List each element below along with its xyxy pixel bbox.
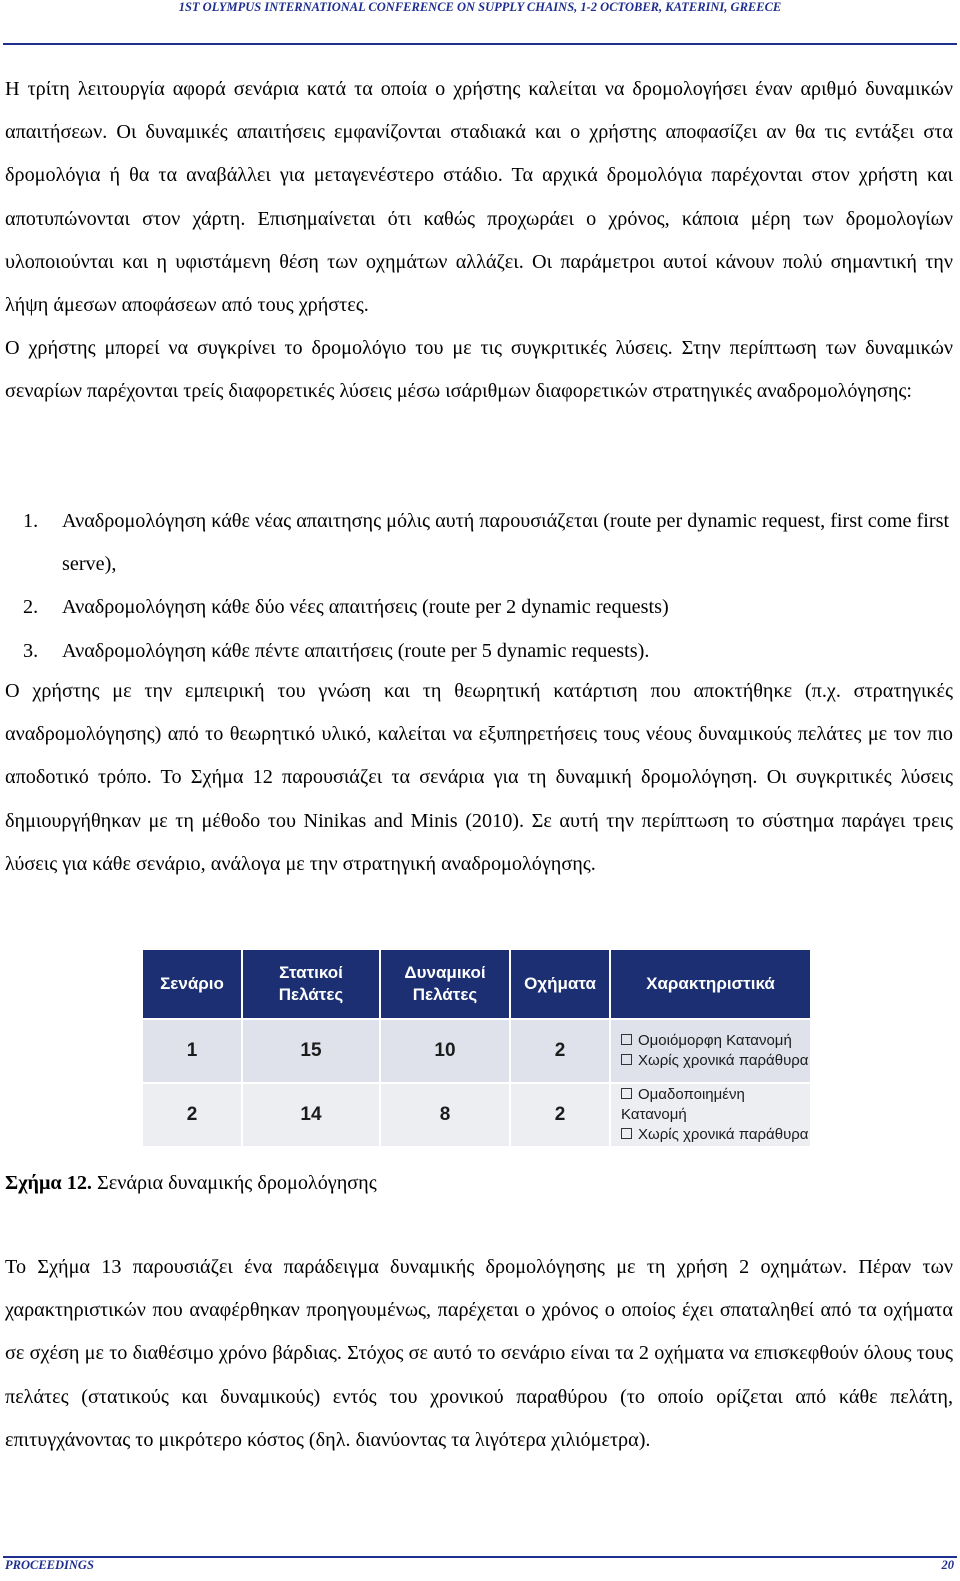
list-item-text: Αναδρομολόγηση κάθε νέας απαιτησης μόλις αυτή παρουσιάζεται (route per dynamic request, first come first serve), xyxy=(62,510,950,576)
header-dynamic-customers: Δυναμικοί Πελάτες xyxy=(380,950,510,1019)
feature-text: Χωρίς χρονικά παράθυρα xyxy=(638,1052,809,1069)
checkbox-icon xyxy=(621,1128,632,1139)
feature-text: Ομοιόμορφη Κατανομή xyxy=(638,1032,792,1049)
list-item-number: 3. xyxy=(23,639,39,662)
cell-features xyxy=(610,1083,810,1146)
cell-scenario: 2 xyxy=(143,1083,242,1146)
paragraph-3: Ο χρήστης με την εμπειρική του γνώση και τη θεωρητική κατάρτιση που αποκτήθηκε (π.χ. στρατηγικές αναδρομολόγησης) από το θεωρητικό υλικό, καλείται να εξυπηρετήσεις τους νέους δυναμικούς πελάτες με τον πιο αποδοτικό τρόπο. Το Σχήμα 12 παρουσιάζει τα σενάρια για τη δυναμική δρομολόγηση. Οι συγκριτικές λύσεις δημιουργήθηκαν με τη μέθοδο του Ninikas and Minis (2010). Σε αυτή την περίπτωση το σύστημα παράγει τρεις λύσεις για κάθε σενάριο, ανάλογα με την στρατηγική αναδρομολόγησης. xyxy=(5,680,953,875)
feature-line xyxy=(621,1085,809,1125)
footer-divider xyxy=(3,1556,957,1558)
paragraph-1: Η τρίτη λειτουργία αφορά σενάρια κατά τα οποία ο χρήστης καλείται να δρομολογήσει έναν αριθμό δυναμικών απαιτήσεων. Οι δυναμικές απαιτήσεις εμφανίζονται σταδιακά και ο χρήστης αποφασίζει αν θα τις εντάξει στα δρομολόγια ή θα τα αναβάλλει για μεταγενέστερο στάδιο. Τα αρχικά δρομολόγια παρέχονται στον χρήστη και αποτυπώνονται στον χάρτη. Επισημαίνεται ότι καθώς προχωράει ο χρόνος, κάποια μέρη των δρομολογίων υλοποιούνται και η υφιστάμενη θέση των οχημάτων αλλάζει. Οι παράμετροι αυτοί κάνουν πολύ σημαντική την λήψη άμεσων αποφάσεων από τους χρήστες. xyxy=(5,78,953,317)
header-vehicles: Οχήματα xyxy=(510,950,610,1019)
rerouting-strategies-list xyxy=(5,500,953,673)
caption-text: Σενάρια δυναμικής δρομολόγησης xyxy=(91,1172,377,1194)
table-header-row xyxy=(143,950,810,1019)
feature-text: Χωρίς χρονικά παράθυρα xyxy=(638,1126,809,1143)
header-features: Χαρακτηριστικά xyxy=(610,950,810,1019)
list-item-number: 1. xyxy=(23,510,39,532)
list-item xyxy=(5,500,953,586)
feature-text: Ομαδοποιημένη Κατανομή xyxy=(621,1086,745,1123)
list-item-number: 2. xyxy=(23,596,39,619)
list-item-text: Αναδρομολόγηση κάθε δύο νέες απαιτήσεις (route per 2 dynamic requests) xyxy=(62,596,669,619)
feature-line xyxy=(621,1031,809,1051)
figure-caption xyxy=(5,1162,377,1205)
page-number: 20 xyxy=(941,1558,954,1572)
paragraph-users xyxy=(5,670,953,886)
footer-proceedings: PROCEEDINGS xyxy=(5,1558,94,1572)
header-divider xyxy=(3,43,957,45)
cell-dynamic: 10 xyxy=(380,1019,510,1083)
caption-label: Σχήμα 12. xyxy=(5,1172,92,1194)
list-item xyxy=(5,630,953,673)
checkbox-icon xyxy=(621,1054,632,1065)
list-item xyxy=(5,586,953,629)
list-item-text: Αναδρομολόγηση κάθε πέντε απαιτήσεις (route per 5 dynamic requests). xyxy=(62,639,650,662)
scenarios-table-figure xyxy=(143,950,810,1143)
cell-vehicles: 2 xyxy=(510,1083,610,1146)
checkbox-icon xyxy=(621,1034,632,1045)
paragraph-4: Το Σχήμα 13 παρουσιάζει ένα παράδειγμα δυναμικής δρομολόγησης με τη χρήση 2 οχημάτων. Πέραν των χαρακτηριστικών που αναφέρθηκαν προηγουμένως, παρέχεται ο χρόνος ο οποίος έχει σπαταληθεί από τα οχήματα σε σχέση με το διαθέσιμο χρόνο βάρδιας. Στόχος σε αυτό το σενάριο είναι τα 2 οχήματα να επισκεφθούν όλους τους πελάτες (στατικούς και δυναμικούς) εντός του χρονικού παραθύρου (το οποίο ορίζεται από κάθε πελάτη, επιτυγχάνοντας το μικρότερο κόστος (δηλ. διανύοντας τα λιγότερα χιλιόμετρα). xyxy=(5,1256,953,1451)
cell-vehicles: 2 xyxy=(510,1019,610,1083)
running-header: 1ST OLYMPUS INTERNATIONAL CONFERENCE ON SUPPLY CHAINS, 1-2 OCTOBER, KATERINI, GREECE xyxy=(178,0,782,14)
feature-line xyxy=(621,1051,809,1071)
cell-static: 14 xyxy=(242,1083,380,1146)
cell-scenario: 1 xyxy=(143,1019,242,1083)
feature-line xyxy=(621,1125,809,1145)
scenarios-table xyxy=(143,950,810,1146)
paragraph-2: Ο χρήστης μπορεί να συγκρίνει το δρομολόγιο του με τις συγκριτικές λύσεις. Στην περίπτωση των δυναμικών σεναρίων παρέχονται τρείς διαφορετικές λύσεις μέσω ισάριθμων διαφορετικών στρατηγικές αναδρομολόγησης: xyxy=(5,337,953,403)
cell-features xyxy=(610,1019,810,1083)
cell-dynamic: 8 xyxy=(380,1083,510,1146)
checkbox-icon xyxy=(621,1088,632,1099)
cell-static: 15 xyxy=(242,1019,380,1083)
header-static-customers: Στατικοί Πελάτες xyxy=(242,950,380,1019)
table-row xyxy=(143,1083,810,1146)
paragraph-intro xyxy=(5,68,953,414)
table-row xyxy=(143,1019,810,1083)
header-scenario: Σενάριο xyxy=(143,950,242,1019)
paragraph-example xyxy=(5,1246,953,1462)
